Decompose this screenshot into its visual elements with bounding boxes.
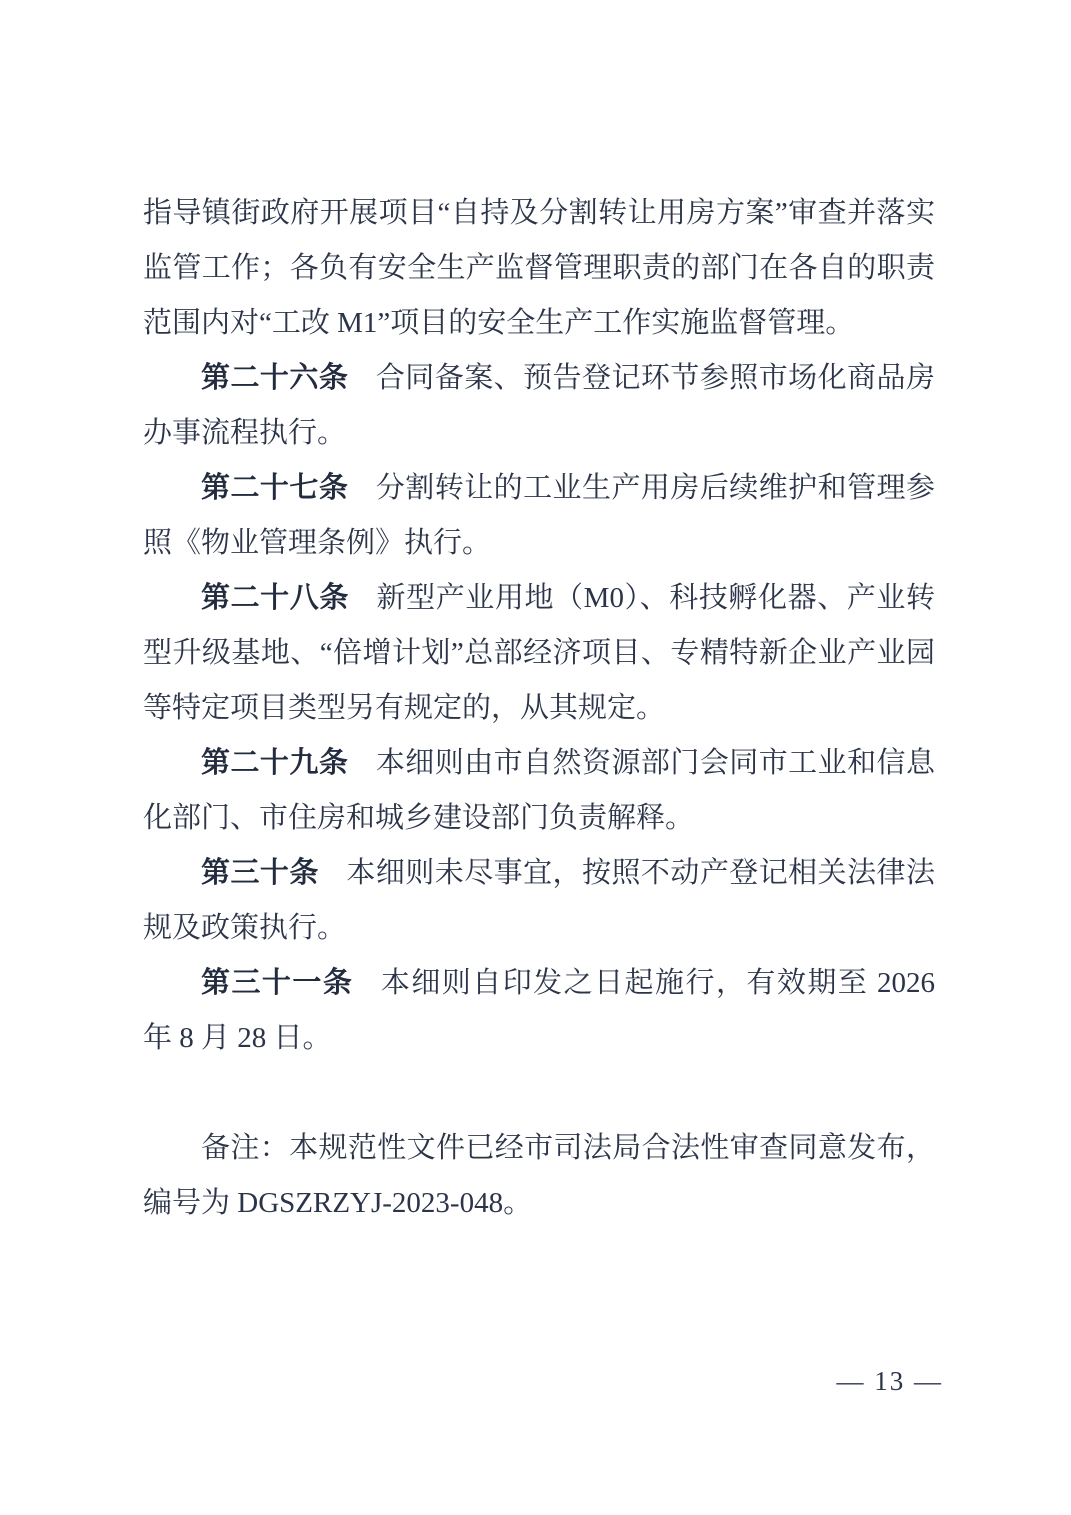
paragraph-text: 本细则未尽事宜，按照不动产登记相关法律法规及政策执行。 — [143, 857, 935, 944]
paragraph-article-26 — [143, 351, 935, 461]
paragraph-article-31 — [143, 956, 935, 1066]
paragraph-text: 备注：本规范性文件已经市司法局合法性审查同意发布，编号为 DGSZRZYJ-2023-048。 — [143, 1132, 935, 1219]
paragraph — [143, 186, 935, 351]
paragraph-text: 分割转让的工业生产用房后续维护和管理参照《物业管理条例》执行。 — [143, 472, 935, 559]
page-footer — [837, 1364, 944, 1398]
paragraph-note — [143, 1121, 935, 1231]
page-number: — 13 — — [836, 1366, 943, 1396]
paragraph-article-29 — [143, 736, 935, 846]
paragraph-text: 新型产业用地（M0）、科技孵化器、产业转型升级基地、“倍增计划”总部经济项目、专精特新企业产业园等特定项目类型另有规定的，从其规定。 — [143, 582, 935, 724]
paragraph-article-28 — [143, 571, 935, 736]
article-number: 第二十八条 — [201, 582, 349, 614]
paragraph-text: 指导镇街政府开展项目“自持及分割转让用房方案”审查并落实监管工作；各负有安全生产监督管理职责的部门在各自的职责范围内对“工改 M1”项目的安全生产工作实施监督管理。 — [143, 197, 935, 339]
paragraph-text: 本细则由市自然资源部门会同市工业和信息化部门、市住房和城乡建设部门负责解释。 — [143, 747, 935, 834]
article-number: 第二十七条 — [201, 472, 349, 504]
paragraph-text: 本细则自印发之日起施行，有效期至 2026 年 8 月 28 日。 — [143, 967, 935, 1054]
article-number: 第二十六条 — [201, 362, 349, 394]
paragraph-article-30 — [143, 846, 935, 956]
document-body — [143, 186, 935, 1231]
article-number: 第三十条 — [201, 857, 319, 889]
article-number: 第二十九条 — [201, 747, 349, 779]
paragraph-article-27 — [143, 461, 935, 571]
paragraph-text: 合同备案、预告登记环节参照市场化商品房办事流程执行。 — [143, 362, 935, 449]
article-number: 第三十一条 — [201, 967, 354, 999]
